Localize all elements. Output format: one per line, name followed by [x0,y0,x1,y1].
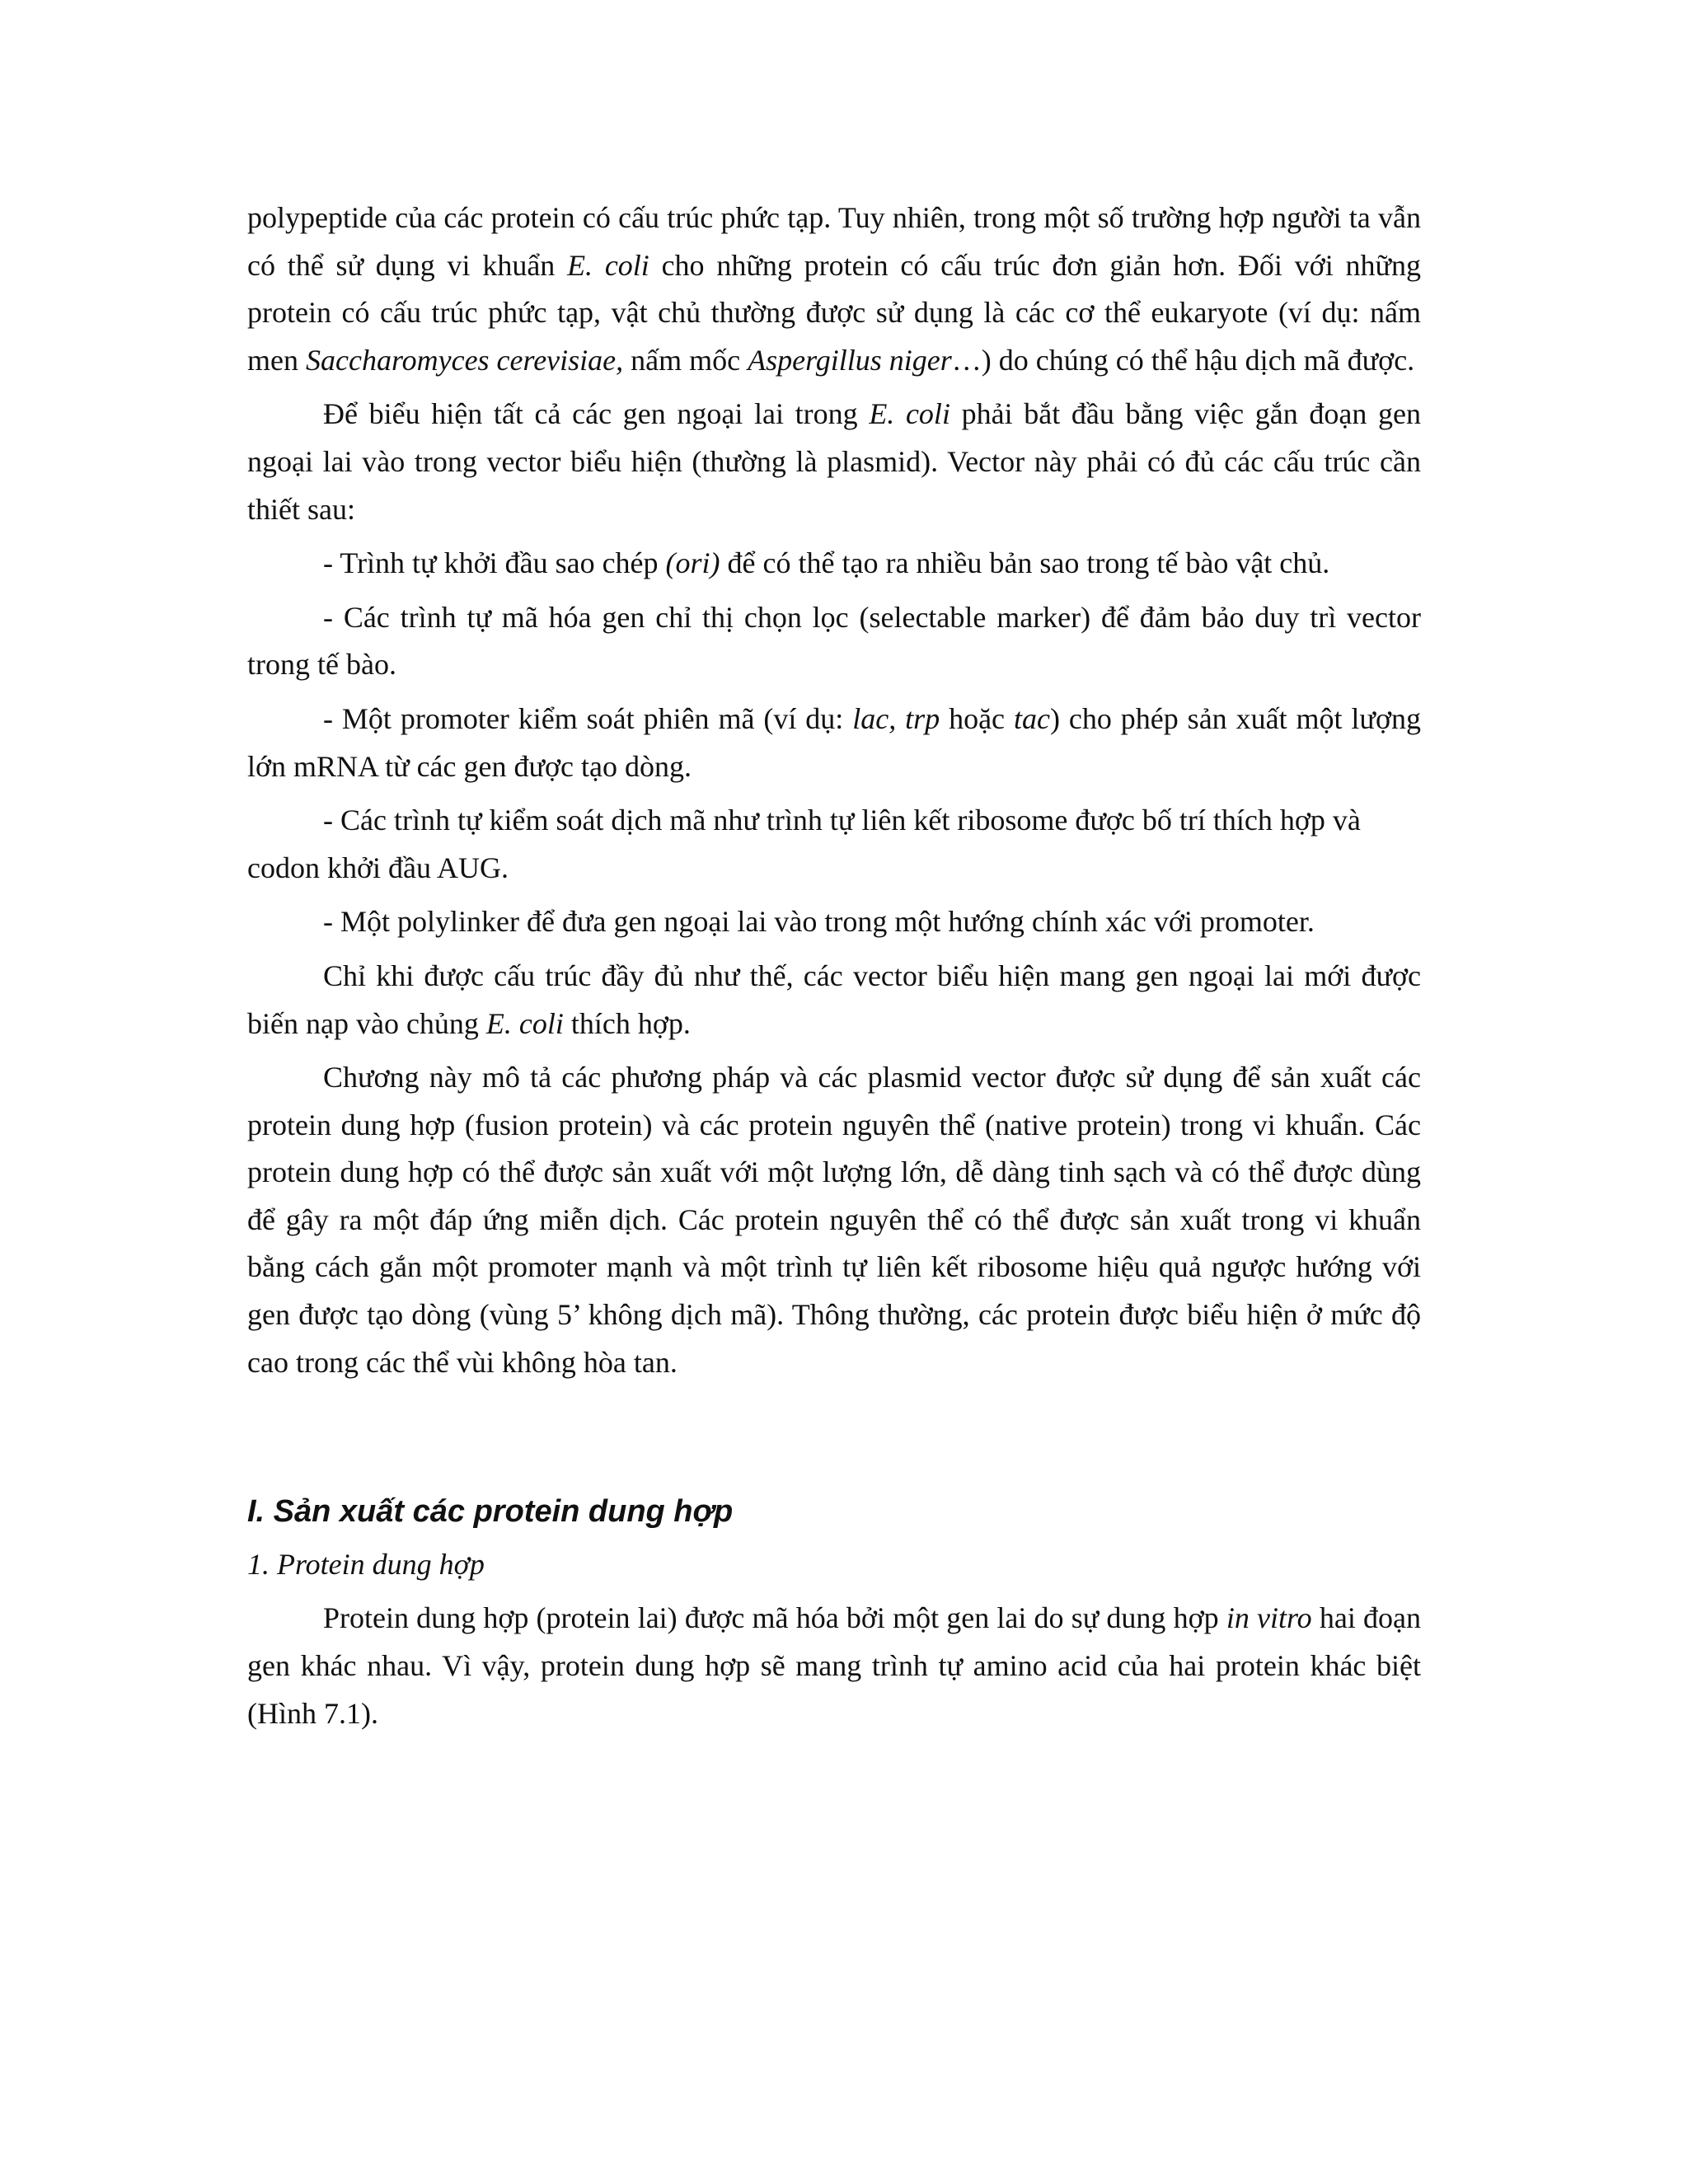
species-name: E. coli [869,397,950,431]
section-heading: I. Sản xuất các protein dung hợp [247,1494,734,1530]
paragraph-fusion-protein: Protein dung hợp (protein lai) được mã hóa bởi một gen lai do sự dung hợp in vitro hai đoạn gen khác nhau. Vì vậy, protein dung hợp sẽ mang trình tự amino acid của hai protein khác biệt (Hình 7.1). [247,1601,1421,1730]
list-item-polylinker: - Một polylinker để đưa gen ngoại lai vào trong một hướng chính xác với promoter. [323,905,1315,939]
term-in-vitro: in vitro [1226,1601,1312,1635]
species-name: E. coli [485,1006,564,1040]
paragraph-transformation: Chỉ khi được cấu trúc đầy đủ như thế, các vector biểu hiện mang gen ngoại lai mới được biến nạp vào chủng E. coli thích hợp. [247,958,1421,1040]
list-item-selectable-marker: - Các trình tự mã hóa gen chỉ thị chọn lọc (selectable marker) để đảm bảo duy trì vector trong tế bào. [247,600,1421,682]
species-name: Saccharomyces cerevisiae, [305,343,624,377]
document-page [247,194,1421,1744]
list-item-ori: - Trình tự khởi đầu sao chép (ori) để có thể tạo ra nhiều bản sao trong tế bào vật chủ. [323,546,1330,580]
paragraph-expression-vector: Để biểu hiện tất cả các gen ngoại lai trong E. coli phải bắt đầu bằng việc gắn đoạn gen ngoại lai vào trong vector biểu hiện (thường là plasmid). Vector này phải có đủ các cấu trúc cần thiết sau: [247,397,1422,526]
paragraph-host-organisms: polypeptide của các protein có cấu trúc phức tạp. Tuy nhiên, trong một số trường hợp người ta vẫn có thể sử dụng vi khuẩn E. coli cho những protein có cấu trúc đơn giản hơn. Đối với những protein có cấu trúc phức tạp, vật chủ thường được sử dụng là các cơ thể eukaryote (ví dụ: nấm men Saccharomyces cerevisiae, nấm mốc Aspergillus niger…) do chúng có thể hậu dịch mã được. [247,201,1421,377]
species-name: Aspergillus niger [748,343,952,377]
subsection-heading: 1. Protein dung hợp [247,1547,485,1581]
species-name: E. coli [567,248,649,282]
paragraph-chapter-overview: Chương này mô tả các phương pháp và các plasmid vector được sử dụng để sản xuất các protein dung hợp (fusion protein) và các protein nguyên thể (native protein) trong vi khuẩn. Các protein dung hợp có thể được sản xuất với một lượng lớn, dễ dàng tinh sạch và có thể được dùng để gây ra một đáp ứng miễn dịch. Các protein nguyên thể có thể được sản xuất trong vi khuẩn bằng cách gắn một promoter mạnh và một trình tự liên kết ribosome hiệu quả ngược hướng với gen được tạo dòng (vùng 5’ không dịch mã). Thông thường, các protein được biểu hiện ở mức độ cao trong các thể vùi không hòa tan. [247,1061,1421,1379]
list-item-promoter: - Một promoter kiểm soát phiên mã (ví dụ: lac, trp hoặc tac) cho phép sản xuất một lượng lớn mRNA từ các gen được tạo dòng. [247,701,1421,783]
promoter-names: lac, trp [852,701,940,735]
promoter-name-tac: tac [1013,701,1050,735]
list-item-translation-control: - Các trình tự kiểm soát dịch mã như trình tự liên kết ribosome được bố trí thích hợp và codon khởi đầu AUG. [247,804,1361,884]
term-ori: (ori) [665,546,720,580]
